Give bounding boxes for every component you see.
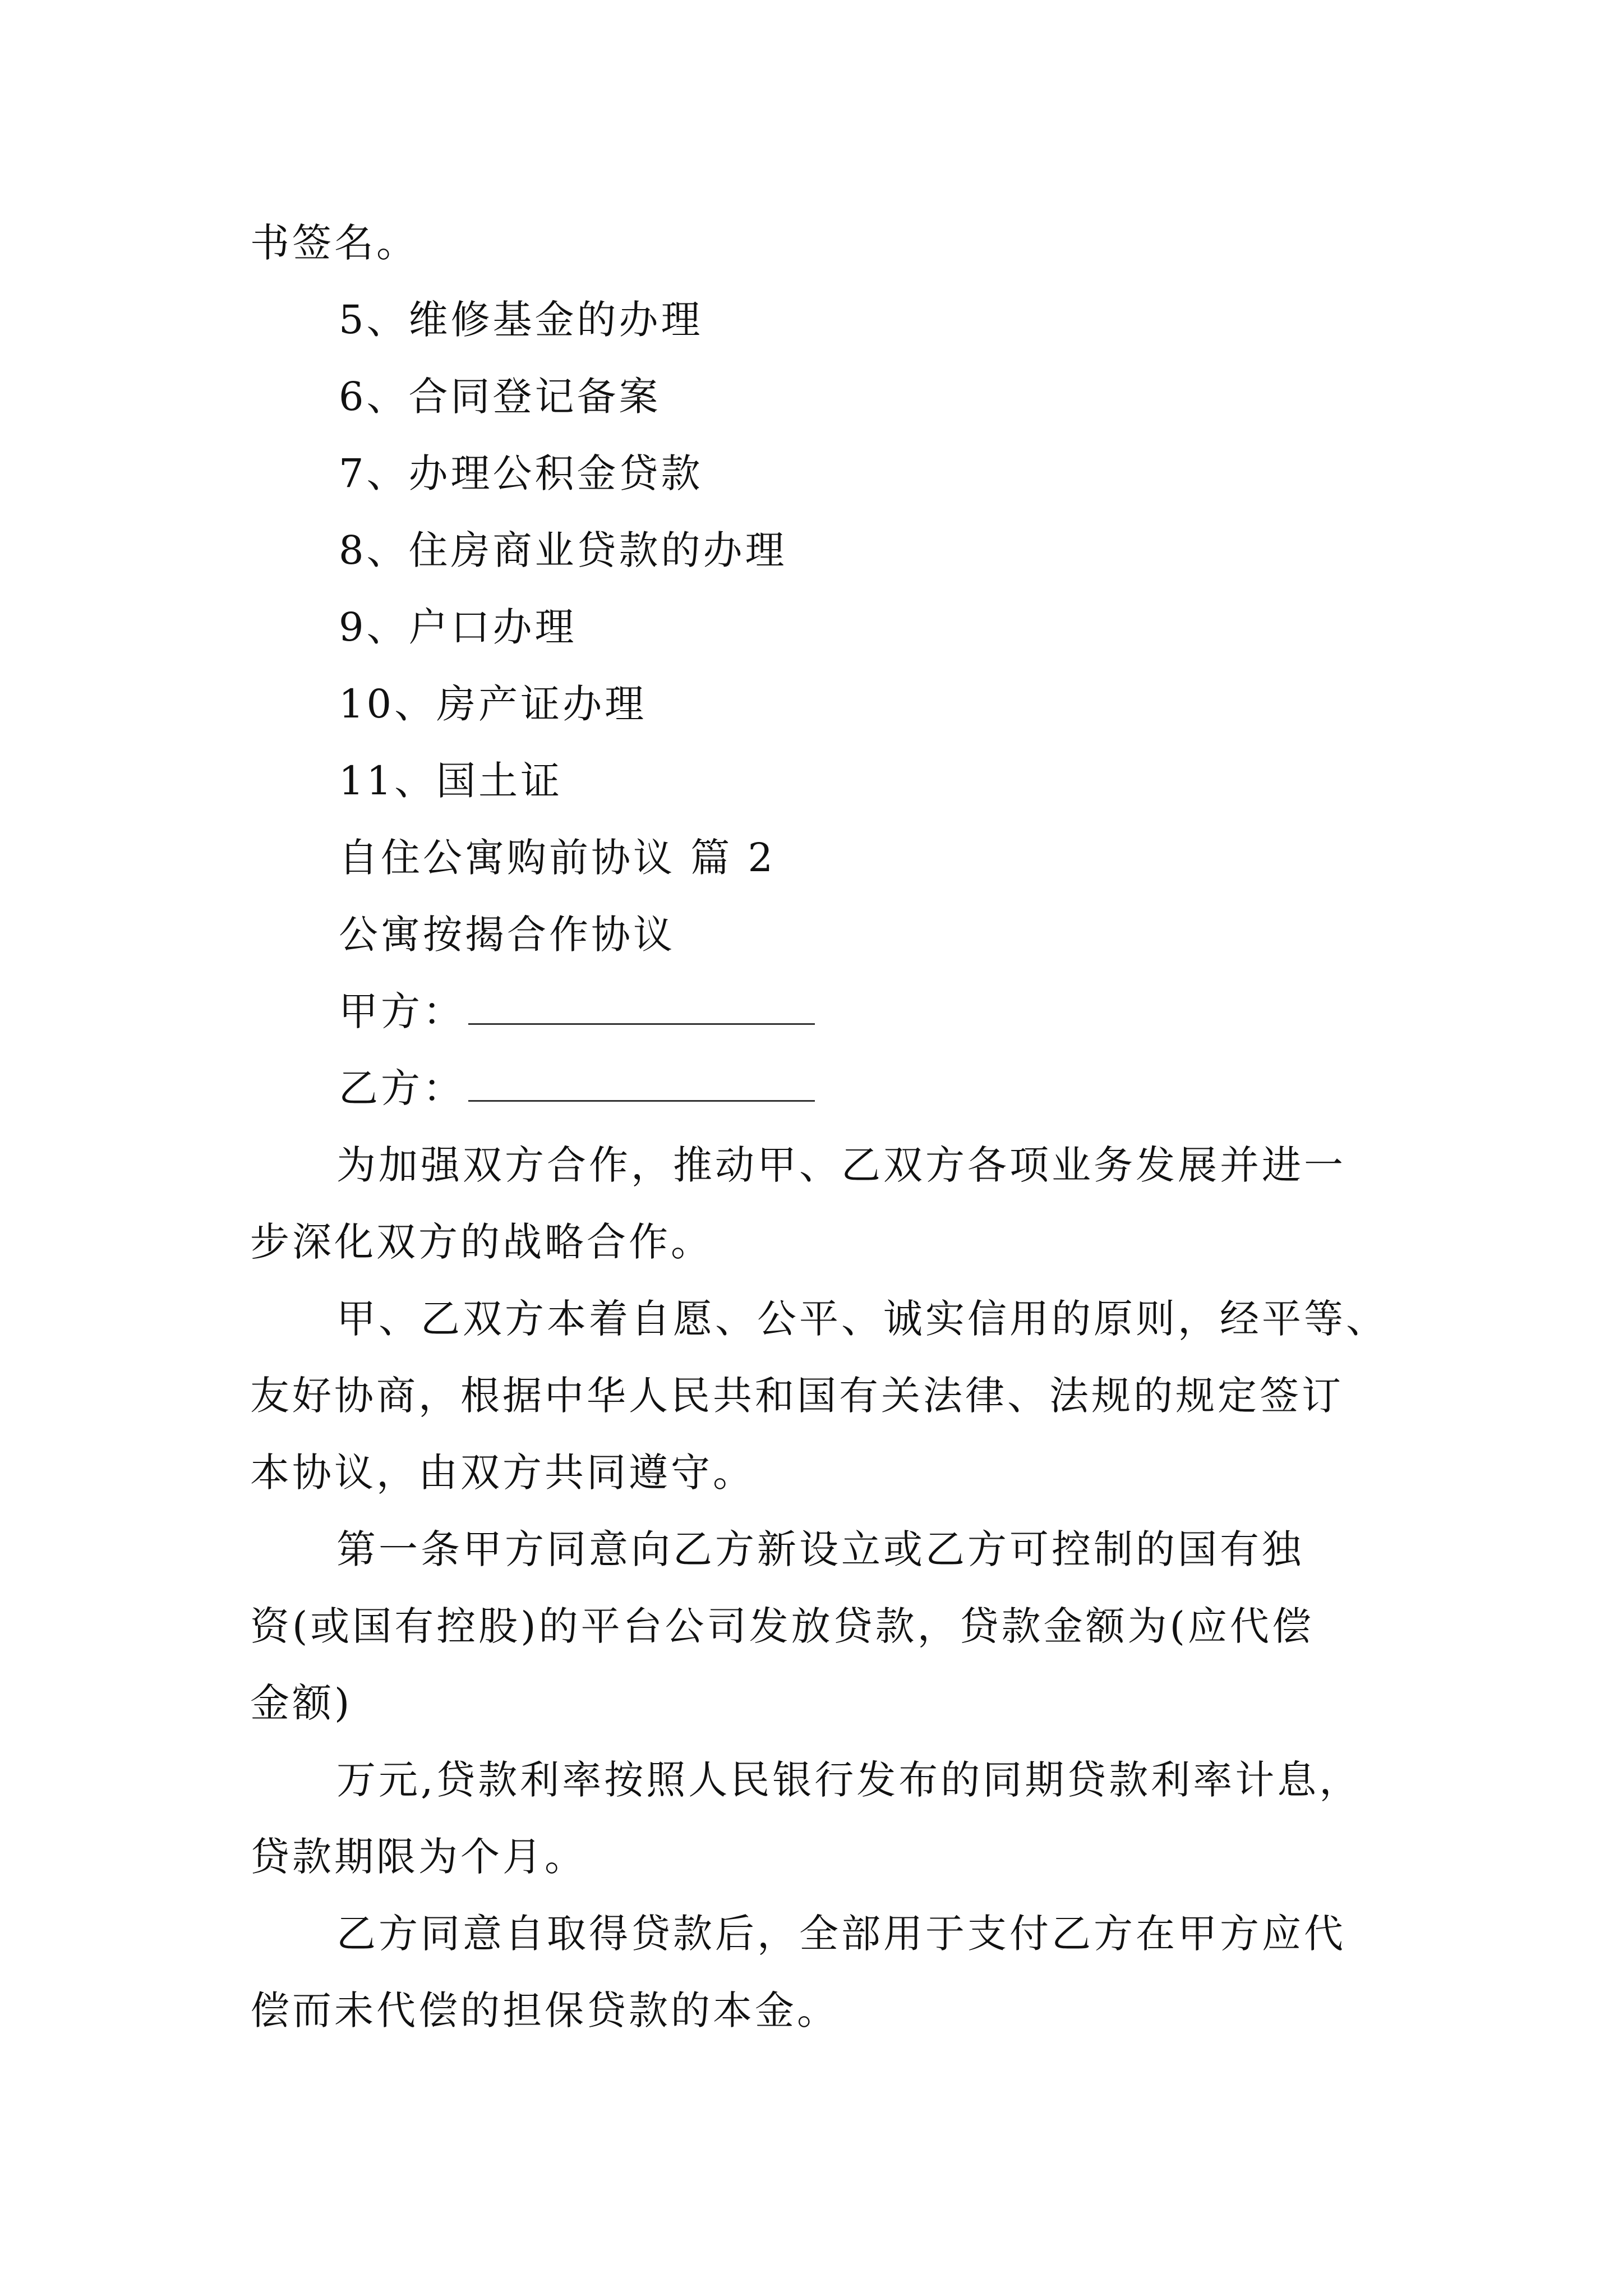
party-a-line	[339, 988, 815, 1034]
paragraph-line: 贷款期限为个月。	[250, 1834, 587, 1880]
party-b-blank	[468, 1098, 815, 1102]
paragraph-line: 步深化双方的战略合作。	[250, 1219, 713, 1265]
paragraph-line: 资(或国有控股)的平台公司发放贷款，贷款金额为(应代偿	[250, 1603, 1314, 1649]
paragraph-line-signature: 书签名。	[250, 220, 418, 266]
list-item-land-certificate: 11、国土证	[339, 758, 563, 804]
party-b-label: 乙方：	[339, 1065, 465, 1111]
list-item-household-registration: 9、户口办理	[339, 604, 577, 650]
party-b-line	[339, 1065, 815, 1111]
list-item-provident-fund-loan: 7、办理公积金贷款	[339, 450, 703, 496]
paragraph-line: 甲、乙双方本着自愿、公平、诚实信用的原则，经平等、	[336, 1296, 1388, 1342]
party-a-blank	[468, 1022, 815, 1025]
section-heading: 自住公寓购前协议 篇 2	[339, 835, 776, 881]
article-one-line: 第一条甲方同意向乙方新设立或乙方可控制的国有独	[336, 1526, 1304, 1572]
paragraph-line: 金额)	[250, 1680, 353, 1726]
paragraph-line: 友好协商，根据中华人民共和国有关法律、法规的规定签订	[250, 1373, 1344, 1419]
paragraph-line: 万元,贷款利率按照人民银行发布的同期贷款利率计息，	[336, 1757, 1362, 1803]
list-item-commercial-loan: 8、住房商业贷款的办理	[339, 527, 787, 573]
paragraph-line: 为加强双方合作，推动甲、乙双方各项业务发展并进一	[336, 1142, 1346, 1188]
paragraph-line: 本协议，由双方共同遵守。	[250, 1450, 755, 1496]
agreement-title: 公寓按揭合作协议	[339, 912, 675, 958]
party-a-label: 甲方：	[339, 988, 465, 1034]
paragraph-line: 乙方同意自取得贷款后，全部用于支付乙方在甲方应代	[336, 1911, 1346, 1957]
paragraph-line: 偿而未代偿的担保贷款的本金。	[250, 1987, 839, 2033]
list-item-contract-registration: 6、合同登记备案	[339, 374, 661, 420]
list-item-property-certificate: 10、房产证办理	[339, 681, 647, 727]
list-item-maintenance-fund: 5、维修基金的办理	[339, 297, 703, 343]
